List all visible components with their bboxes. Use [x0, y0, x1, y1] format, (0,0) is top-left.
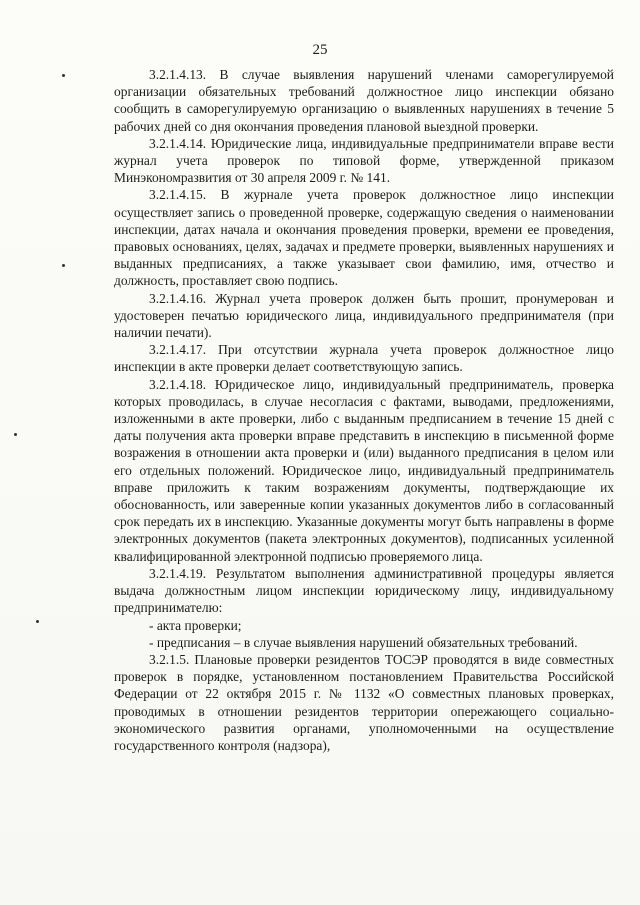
paragraph: 3.2.1.4.15. В журнале учета проверок должностное лицо инспекции осуществляет запись о проведенной проверке, содержащую сведения о наименовании инспекции, датах начала и окончания проведения проверки, времени ее проведения, правовых основаниях, целях, задачах и предмете проверки, выявленных нарушениях и выданных предписаниях, а также указывает свои фамилию, имя, отчество и должность, проставляет свою подпись.	[114, 187, 614, 289]
paragraph: 3.2.1.4.19. Результатом выполнения административной процедуры является выдача должностным лицом инспекции юридическому лицу, индивидуальному предпринимателю:	[114, 565, 614, 616]
document-body	[114, 66, 614, 754]
margin-mark	[62, 74, 65, 77]
paragraph: 3.2.1.4.16. Журнал учета проверок должен быть прошит, пронумерован и удостоверен печатью юридического лица, индивидуального предпринимателя (при наличии печати).	[114, 290, 614, 341]
paragraph: 3.2.1.4.13. В случае выявления нарушений членами саморегулируемой организации обязательных требований должностное лицо инспекции обязано сообщить в саморегулируемую организацию о выявленных нарушениях в течение 5 рабочих дней со дня окончания проведения плановой выездной проверки.	[114, 67, 614, 134]
page-number: 25	[312, 42, 328, 58]
list-item: - акта проверки;	[149, 617, 242, 633]
paragraph: 3.2.1.4.18. Юридическое лицо, индивидуальный предприниматель, проверка которых проводилась, в случае несогласия с фактами, выводами, предложениями, изложенными в акте проверки, либо с выданным предписанием в течение 15 дней с даты получения акта проверки вправе представить в инспекцию в письменной форме возражения в отношении акта проверки и (или) выданного предписания в целом или его отдельных положений. Юридическое лицо, индивидуальный предприниматель вправе приложить к таким возражениям документы, подтверждающие их обоснованность, или заверенные копии указанных документов либо в согласованный срок передать их в инспекцию. Указанные документы могут быть направлены в форме электронных документов (пакета электронных документов), подписанных усиленной квалифицированной электронной подписью проверяемого лица.	[114, 376, 614, 564]
paragraph: 3.2.1.4.17. При отсутствии журнала учета проверок должностное лицо инспекции в акте проверки делает соответствующую запись.	[114, 342, 614, 375]
margin-mark	[62, 264, 65, 267]
paragraph: 3.2.1.4.14. Юридические лица, индивидуальные предприниматели вправе вести журнал учета проверок по типовой форме, утвержденной приказом Минэкономразвития от 30 апреля 2009 г. № 141.	[114, 135, 614, 186]
margin-mark	[36, 620, 39, 623]
margin-mark	[14, 433, 17, 436]
list-item: - предписания – в случае выявления нарушений обязательных требований.	[149, 634, 578, 650]
paragraph: 3.2.1.5. Плановые проверки резидентов ТОСЭР проводятся в виде совместных проверок в порядке, установленном постановлением Правительства Российской Федерации от 22 октября 2015 г. № 1132 «О совместных плановых проверках, проводимых в отношении резидентов территории опережающего социально-экономического развития органами, уполномоченными на осуществление государственного контроля (надзора),	[114, 651, 614, 753]
